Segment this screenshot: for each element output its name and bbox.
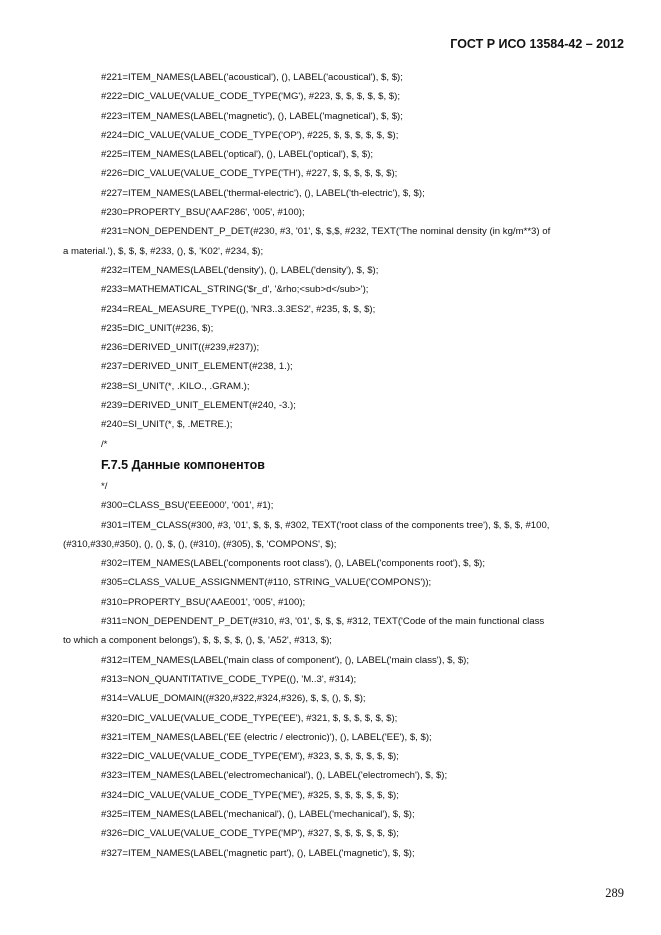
code-line: #302=ITEM_NAMES(LABEL('components root class'), (), LABEL('components root'), $, $); (101, 558, 486, 570)
document-body (63, 68, 625, 863)
code-line: #325=ITEM_NAMES(LABEL('mechanical'), (), LABEL('mechanical'), $, $); (101, 808, 415, 820)
code-line: #227=ITEM_NAMES(LABEL('thermal-electric'), (), LABEL('th-electric'), $, $); (101, 187, 425, 199)
code-line: #240=SI_UNIT(*, $, .METRE.); (101, 419, 233, 431)
code-line: #322=DIC_VALUE(VALUE_CODE_TYPE('EM'), #323, $, $, $, $, $, $); (101, 751, 399, 763)
code-line: #224=DIC_VALUE(VALUE_CODE_TYPE('OP'), #225, $, $, $, $, $, $); (101, 129, 399, 141)
code-line: #323=ITEM_NAMES(LABEL('electromechanical'), (), LABEL('electromech'), $, $); (101, 770, 448, 782)
code-line: #236=DERIVED_UNIT((#239,#237)); (101, 342, 260, 354)
code-line: */ (101, 480, 108, 492)
code-line: #221=ITEM_NAMES(LABEL('acoustical'), (), LABEL('acoustical'), $, $); (101, 72, 403, 83)
section-heading: F.7.5 Данные компонентов (101, 457, 265, 472)
code-line: #324=DIC_VALUE(VALUE_CODE_TYPE('ME'), #325, $, $, $, $, $, $); (101, 789, 399, 801)
code-line: #320=DIC_VALUE(VALUE_CODE_TYPE('EE'), #321, $, $, $, $, $, $); (101, 712, 398, 724)
code-line: #326=DIC_VALUE(VALUE_CODE_TYPE('MP'), #327, $, $, $, $, $, $); (101, 828, 399, 840)
code-line: #300=CLASS_BSU('EEE000', '001', #1); (101, 500, 274, 512)
page-number: 289 (605, 886, 624, 900)
code-line: #233=MATHEMATICAL_STRING('$r_d', '&rho;<sub>d</sub>'); (101, 284, 369, 296)
code-line: a material.'), $, $, $, #233, (), $, 'K02', #234, $); (63, 245, 264, 257)
code-line: #225=ITEM_NAMES(LABEL('optical'), (), LABEL('optical'), $, $); (101, 149, 374, 161)
code-line: (#310,#330,#350), (), (), $, (), (#310), (#305), $, 'COMPONS', $); (63, 538, 337, 550)
code-line: #230=PROPERTY_BSU('AAF286', '005', #100); (101, 207, 305, 219)
code-line: #234=REAL_MEASURE_TYPE((), 'NR3..3.3ES2', #235, $, $, $); (101, 303, 376, 315)
code-line: #310=PROPERTY_BSU('AAE001', '005', #100); (101, 596, 306, 608)
code-line: #327=ITEM_NAMES(LABEL('magnetic part'), (), LABEL('magnetic'), $, $); (101, 847, 415, 859)
code-line: #237=DERIVED_UNIT_ELEMENT(#238, 1.); (101, 361, 293, 373)
code-line: #223=ITEM_NAMES(LABEL('magnetic'), (), LABEL('magnetical'), $, $); (101, 110, 403, 122)
code-line: #321=ITEM_NAMES(LABEL('EE (electric / electronic)'), (), LABEL('EE'), $, $); (101, 731, 432, 743)
code-line: #239=DERIVED_UNIT_ELEMENT(#240, -3.); (101, 400, 296, 412)
code-line: #313=NON_QUANTITATIVE_CODE_TYPE((), 'M..3', #314); (101, 673, 357, 685)
code-line: #232=ITEM_NAMES(LABEL('density'), (), LABEL('density'), $, $); (101, 264, 379, 276)
code-line: #311=NON_DEPENDENT_P_DET(#310, #3, '01', $, $, $, #312, TEXT('Code of the main functional class (101, 616, 545, 628)
code-line: #235=DIC_UNIT(#236, $); (101, 322, 214, 334)
code-line: #231=NON_DEPENDENT_P_DET(#230, #3, '01', $, $,$, #232, TEXT('The nominal density (in kg/m**3) of (101, 226, 551, 238)
code-line: #226=DIC_VALUE(VALUE_CODE_TYPE('TH'), #227, $, $, $, $, $, $); (101, 168, 398, 180)
code-line: /* (101, 438, 108, 450)
standard-header: ГОСТ Р ИСО 13584-42 – 2012 (450, 37, 624, 51)
code-line: to which a component belongs'), $, $, $, $, (), $, 'A52', #313, $); (63, 635, 332, 647)
code-line: #312=ITEM_NAMES(LABEL('main class of component'), (), LABEL('main class'), $, $); (101, 654, 470, 666)
code-line: #305=CLASS_VALUE_ASSIGNMENT(#110, STRING_VALUE('COMPONS')); (101, 577, 432, 589)
code-line: #314=VALUE_DOMAIN((#320,#322,#324,#326), $, $, (), $, $); (101, 693, 366, 705)
code-line: #222=DIC_VALUE(VALUE_CODE_TYPE('MG'), #223, $, $, $, $, $, $); (101, 91, 400, 103)
code-line: #301=ITEM_CLASS(#300, #3, '01', $, $, $, #302, TEXT('root class of the components tree'), $, $, $, #100, (101, 519, 550, 531)
code-line: #238=SI_UNIT(*, .KILO., .GRAM.); (101, 380, 250, 392)
